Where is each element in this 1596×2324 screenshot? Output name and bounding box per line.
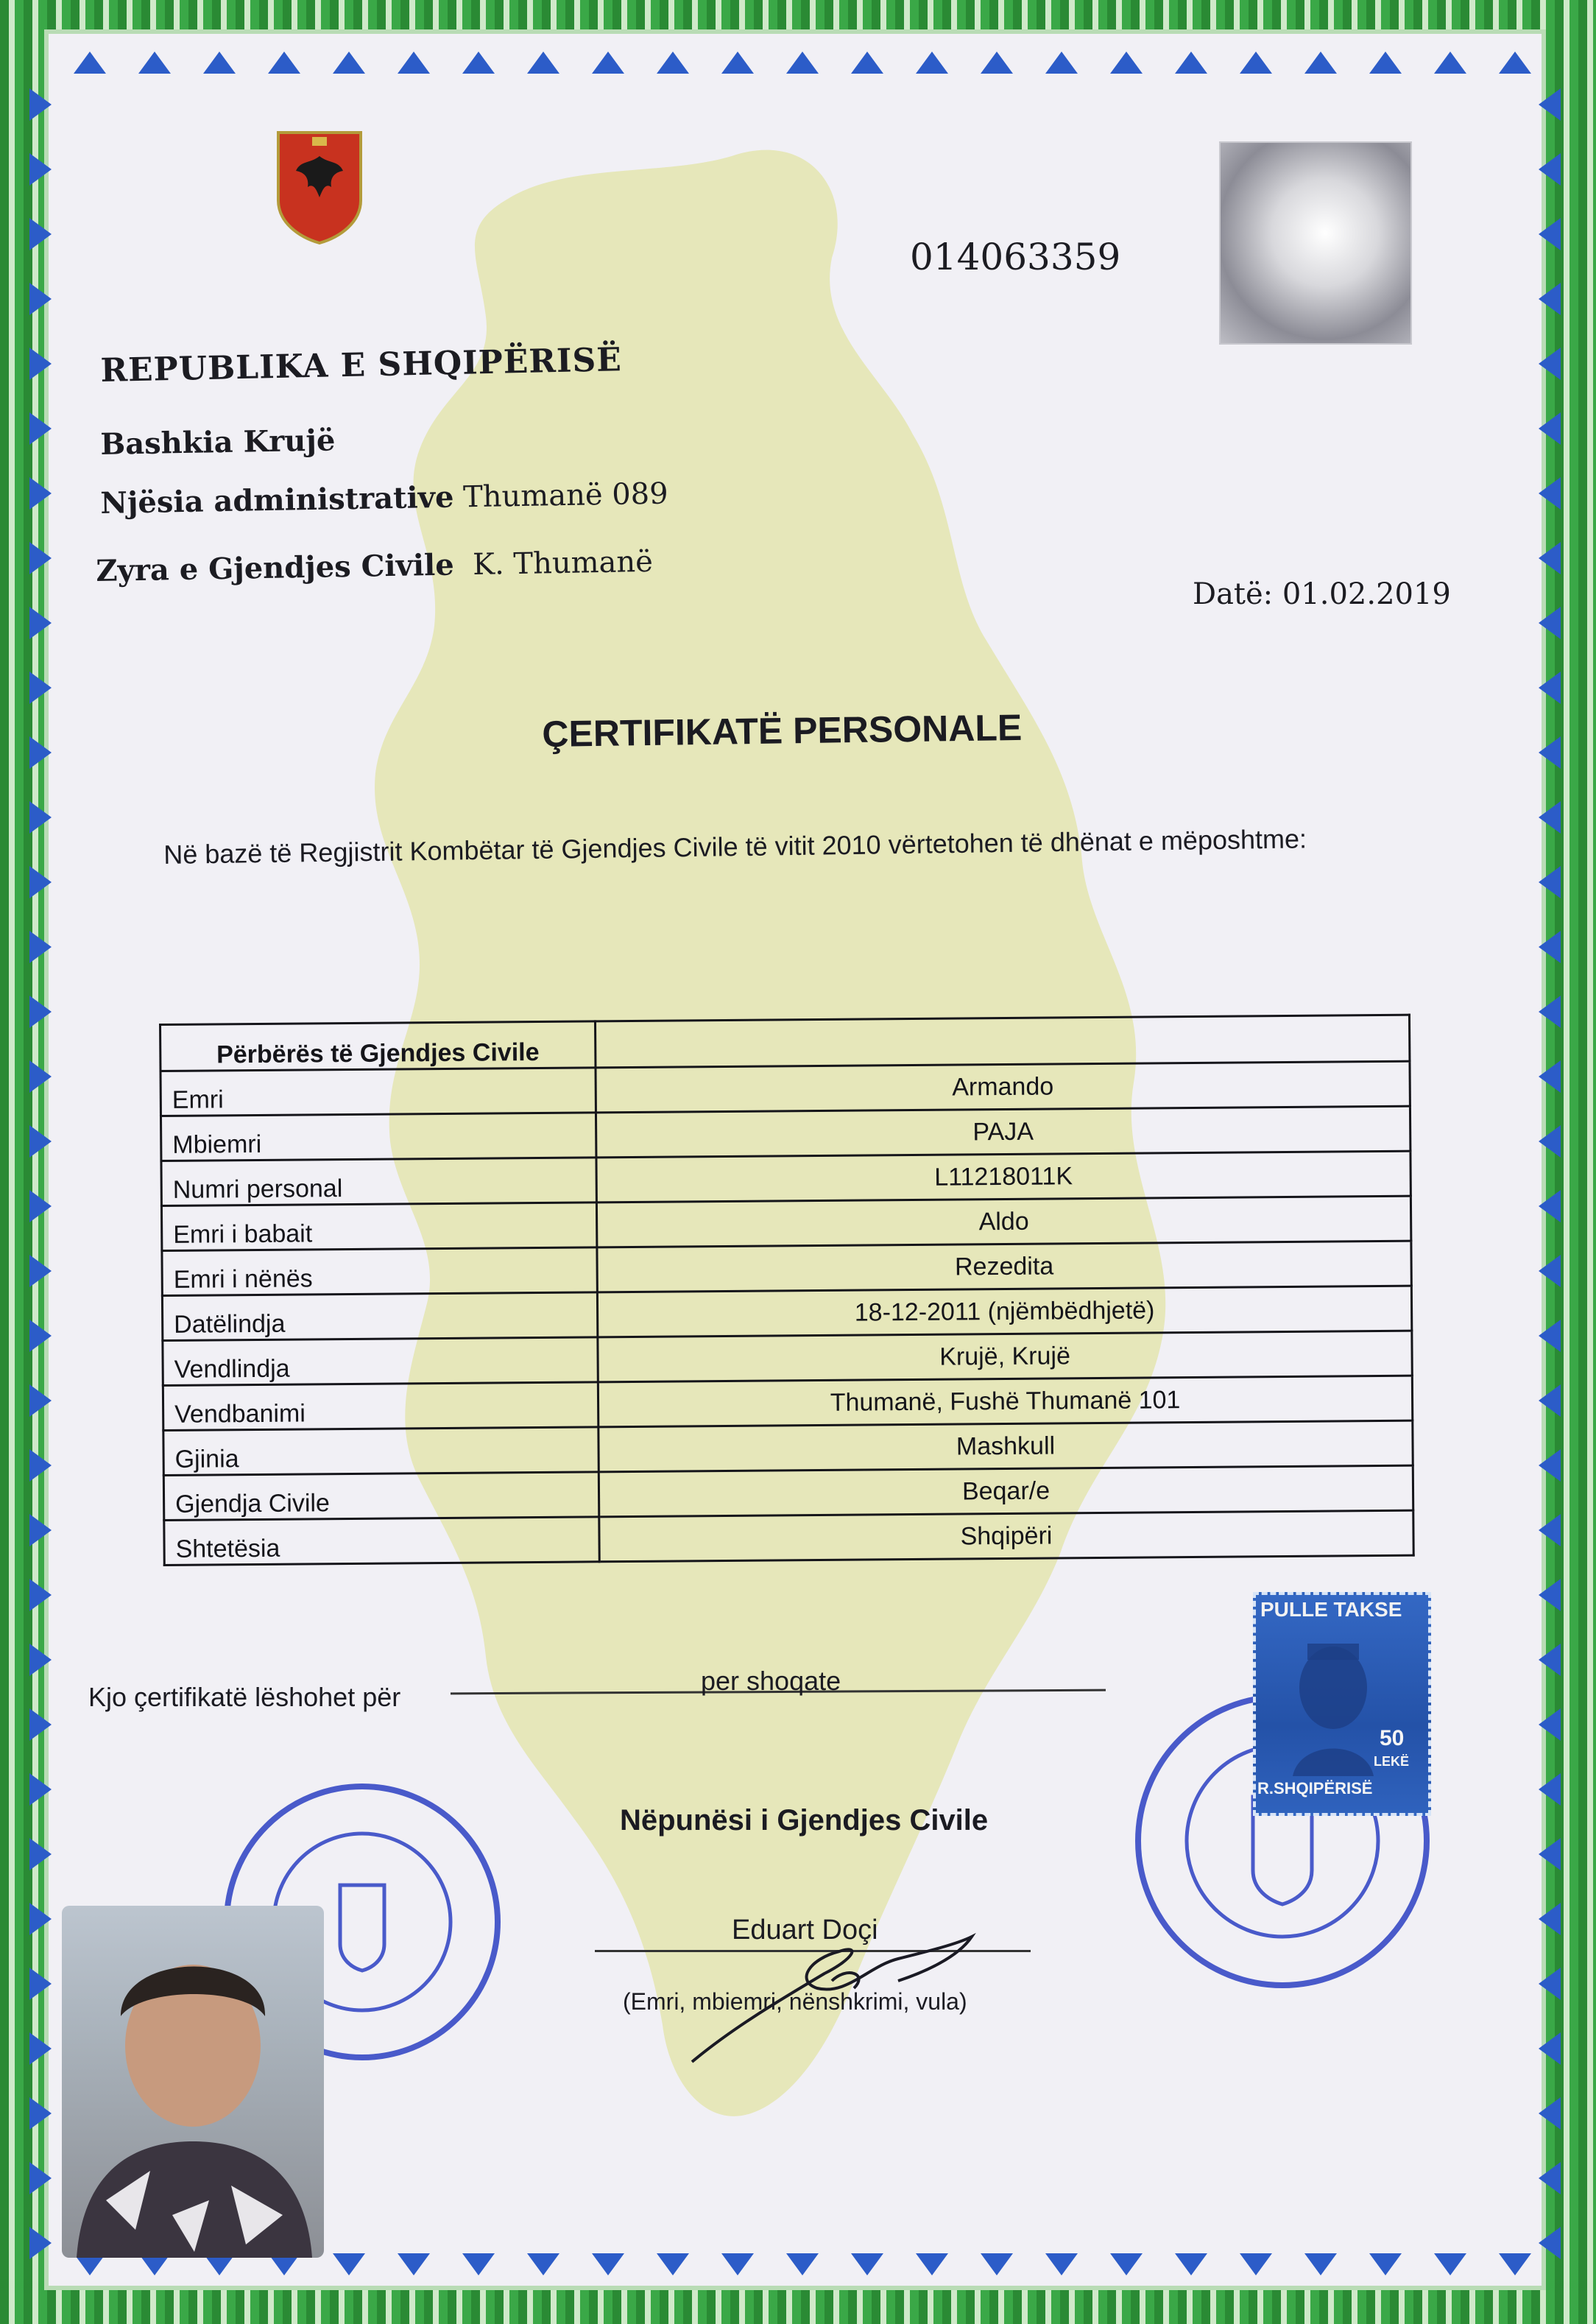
border-triangle xyxy=(1539,736,1561,769)
row-value: Armando xyxy=(596,1061,1410,1113)
border-triangle xyxy=(721,52,754,74)
issue-date: Datë: 01.02.2019 xyxy=(1193,577,1451,611)
border-triangle xyxy=(29,672,52,704)
border-triangle xyxy=(1539,2162,1561,2194)
tax-stamp-unit: LEKË xyxy=(1374,1754,1410,1769)
border-triangle xyxy=(398,2253,430,2275)
row-label: Numri personal xyxy=(161,1158,596,1206)
top-triangle-border xyxy=(44,29,1546,81)
border-triangle xyxy=(657,2253,689,2275)
row-label: Gjendja Civile xyxy=(163,1472,598,1521)
border-triangle xyxy=(29,542,52,574)
border-triangle xyxy=(29,348,52,380)
certificate-title: ÇERTIFIKATË PERSONALE xyxy=(542,706,1023,755)
border-triangle xyxy=(268,52,300,74)
border-triangle xyxy=(1539,1903,1561,1935)
civil-data-table xyxy=(159,1014,1415,1566)
issued-for-value: per shoqate xyxy=(701,1666,841,1696)
border-triangle xyxy=(1539,2097,1561,2130)
border-triangle xyxy=(29,866,52,898)
border-triangle xyxy=(592,2253,624,2275)
border-triangle xyxy=(1539,866,1561,898)
row-label: Datëlindja xyxy=(162,1292,597,1341)
holder-portrait-image xyxy=(62,1906,324,2258)
border-triangle xyxy=(29,1968,52,2000)
table-header-value xyxy=(595,1015,1409,1068)
issued-for-label: Kjo çertifikatë lëshohet për xyxy=(88,1682,401,1712)
border-triangle xyxy=(29,1903,52,1935)
border-triangle xyxy=(1240,52,1272,74)
albania-coat-of-arms-icon xyxy=(274,127,365,244)
intro-text: Në bazë të Regjistrit Kombëtar të Gjendjes Civile të vitit 2010 vërtetohen të dhënat e mëposhtme: xyxy=(163,823,1307,870)
border-triangle xyxy=(1434,52,1466,74)
border-triangle xyxy=(29,153,52,186)
border-triangle xyxy=(527,52,559,74)
border-triangle xyxy=(1175,52,1207,74)
border-triangle xyxy=(1045,2253,1078,2275)
border-triangle xyxy=(462,2253,495,2275)
border-triangle xyxy=(29,1060,52,1093)
row-label: Mbiemri xyxy=(160,1113,596,1161)
border-triangle xyxy=(29,1773,52,1806)
border-triangle xyxy=(1369,52,1402,74)
border-triangle xyxy=(29,1708,52,1741)
border-triangle xyxy=(398,52,430,74)
tax-stamp-heading: PULLE TAKSE xyxy=(1260,1598,1402,1621)
right-triangle-border xyxy=(1524,29,1575,2290)
border-triangle xyxy=(1539,2032,1561,2065)
border-triangle xyxy=(1539,1320,1561,1352)
border-triangle xyxy=(1539,218,1561,250)
administrative-unit-label: Njësia administrative xyxy=(100,479,454,521)
civil-office-label: Zyra e Gjendjes Civile xyxy=(96,547,455,588)
border-triangle xyxy=(851,52,883,74)
tax-stamp-portrait-icon xyxy=(1278,1629,1388,1776)
border-triangle xyxy=(29,477,52,510)
border-triangle xyxy=(29,2032,52,2065)
border-triangle xyxy=(1539,2227,1561,2259)
row-value: Krujë, Krujë xyxy=(598,1331,1412,1382)
municipality-line: Bashkia Krujë xyxy=(100,423,336,462)
border-triangle xyxy=(1539,1579,1561,1611)
border-triangle xyxy=(1539,88,1561,121)
republic-heading: REPUBLIKA E SHQIPËRISË xyxy=(100,341,623,390)
border-triangle xyxy=(29,2097,52,2130)
border-triangle xyxy=(333,52,365,74)
border-triangle xyxy=(1539,348,1561,380)
border-triangle xyxy=(1539,153,1561,186)
border-triangle xyxy=(1539,542,1561,574)
border-triangle xyxy=(74,52,106,74)
border-triangle xyxy=(1539,1514,1561,1546)
border-triangle xyxy=(1175,2253,1207,2275)
row-value: Rezedita xyxy=(597,1241,1411,1292)
row-label: Shtetësia xyxy=(164,1517,599,1566)
row-label: Gjinia xyxy=(163,1427,598,1476)
row-value: L11218011K xyxy=(596,1151,1410,1203)
border-triangle xyxy=(1240,2253,1272,2275)
border-triangle xyxy=(203,52,236,74)
row-value: Thumanë, Fushë Thumanë 101 xyxy=(598,1376,1412,1427)
officer-name: Eduart Doçi xyxy=(732,1915,878,1946)
border-triangle xyxy=(1539,801,1561,834)
border-triangle xyxy=(916,52,948,74)
border-triangle xyxy=(29,931,52,963)
border-triangle xyxy=(29,283,52,315)
border-triangle xyxy=(981,2253,1013,2275)
border-triangle xyxy=(1539,1708,1561,1741)
row-label: Emri xyxy=(160,1068,596,1116)
border-triangle xyxy=(592,52,624,74)
row-label: Vendbanimi xyxy=(163,1382,598,1431)
border-triangle xyxy=(721,2253,754,2275)
border-triangle xyxy=(916,2253,948,2275)
row-value: Mashkull xyxy=(598,1420,1413,1472)
border-triangle xyxy=(1434,2253,1466,2275)
security-hologram xyxy=(1219,141,1412,345)
serial-number: 014063359 xyxy=(910,236,1121,278)
row-value: Beqar/e xyxy=(598,1465,1413,1517)
border-triangle xyxy=(29,1125,52,1158)
border-triangle xyxy=(1539,1838,1561,1870)
border-triangle xyxy=(138,52,171,74)
civil-office-value: K. Thumanë xyxy=(472,544,654,582)
handwritten-signature xyxy=(677,1915,986,2077)
border-triangle xyxy=(851,2253,883,2275)
border-triangle xyxy=(1539,1060,1561,1093)
border-triangle xyxy=(29,801,52,834)
border-triangle xyxy=(981,52,1013,74)
officer-title: Nëpunësi i Gjendjes Civile xyxy=(620,1804,989,1837)
border-triangle xyxy=(29,996,52,1028)
border-triangle xyxy=(1539,931,1561,963)
border-triangle xyxy=(29,1579,52,1611)
border-triangle xyxy=(462,52,495,74)
border-triangle xyxy=(29,1255,52,1287)
left-triangle-border xyxy=(15,29,66,2290)
border-triangle xyxy=(1539,477,1561,510)
border-triangle xyxy=(29,1838,52,1870)
border-triangle xyxy=(29,1384,52,1417)
border-triangle xyxy=(1539,283,1561,315)
border-triangle xyxy=(29,736,52,769)
border-triangle xyxy=(29,88,52,121)
row-value: PAJA xyxy=(596,1106,1410,1158)
border-triangle xyxy=(1539,1773,1561,1806)
signature-caption: (Emri, mbiemri, nënshkrimi, vula) xyxy=(623,1988,967,2015)
border-triangle xyxy=(1539,1449,1561,1482)
row-label: Emri i nënës xyxy=(162,1247,597,1296)
row-label: Emri i babait xyxy=(161,1203,596,1251)
holder-photo xyxy=(62,1906,324,2258)
border-triangle xyxy=(1369,2253,1402,2275)
tax-stamp-issuer: R.SHQIPËRISË xyxy=(1257,1779,1373,1797)
border-triangle xyxy=(1110,52,1143,74)
border-triangle xyxy=(786,52,819,74)
border-triangle xyxy=(1304,2253,1337,2275)
border-triangle xyxy=(1539,1255,1561,1287)
border-triangle xyxy=(29,1514,52,1546)
border-triangle xyxy=(786,2253,819,2275)
border-triangle xyxy=(29,1449,52,1482)
border-triangle xyxy=(1539,607,1561,639)
border-triangle xyxy=(29,2227,52,2259)
border-triangle xyxy=(1304,52,1337,74)
border-triangle xyxy=(333,2253,365,2275)
table-header-label: Përbërës të Gjendjes Civile xyxy=(160,1021,596,1071)
border-triangle xyxy=(1045,52,1078,74)
border-triangle xyxy=(29,1320,52,1352)
border-triangle xyxy=(29,218,52,250)
row-value: Aldo xyxy=(596,1196,1410,1247)
border-triangle xyxy=(1539,996,1561,1028)
border-triangle xyxy=(29,607,52,639)
border-triangle xyxy=(1539,672,1561,704)
border-triangle xyxy=(1110,2253,1143,2275)
border-triangle xyxy=(29,2162,52,2194)
border-triangle xyxy=(527,2253,559,2275)
border-triangle xyxy=(1539,1644,1561,1676)
border-triangle xyxy=(1539,1968,1561,2000)
administrative-unit-value: Thumanë 089 xyxy=(462,476,668,515)
row-label: Vendlindja xyxy=(163,1337,598,1386)
row-value: Shqipëri xyxy=(599,1510,1413,1562)
border-triangle xyxy=(1539,1190,1561,1222)
border-triangle xyxy=(29,1644,52,1676)
tax-stamp-value: 50 xyxy=(1380,1726,1405,1750)
row-value: 18-12-2011 (njëmbëdhjetë) xyxy=(597,1286,1411,1337)
table-row xyxy=(164,1510,1413,1565)
border-triangle xyxy=(657,52,689,74)
border-triangle xyxy=(1539,412,1561,445)
border-triangle xyxy=(29,412,52,445)
border-triangle xyxy=(1539,1125,1561,1158)
border-triangle xyxy=(1539,1384,1561,1417)
border-triangle xyxy=(29,1190,52,1222)
